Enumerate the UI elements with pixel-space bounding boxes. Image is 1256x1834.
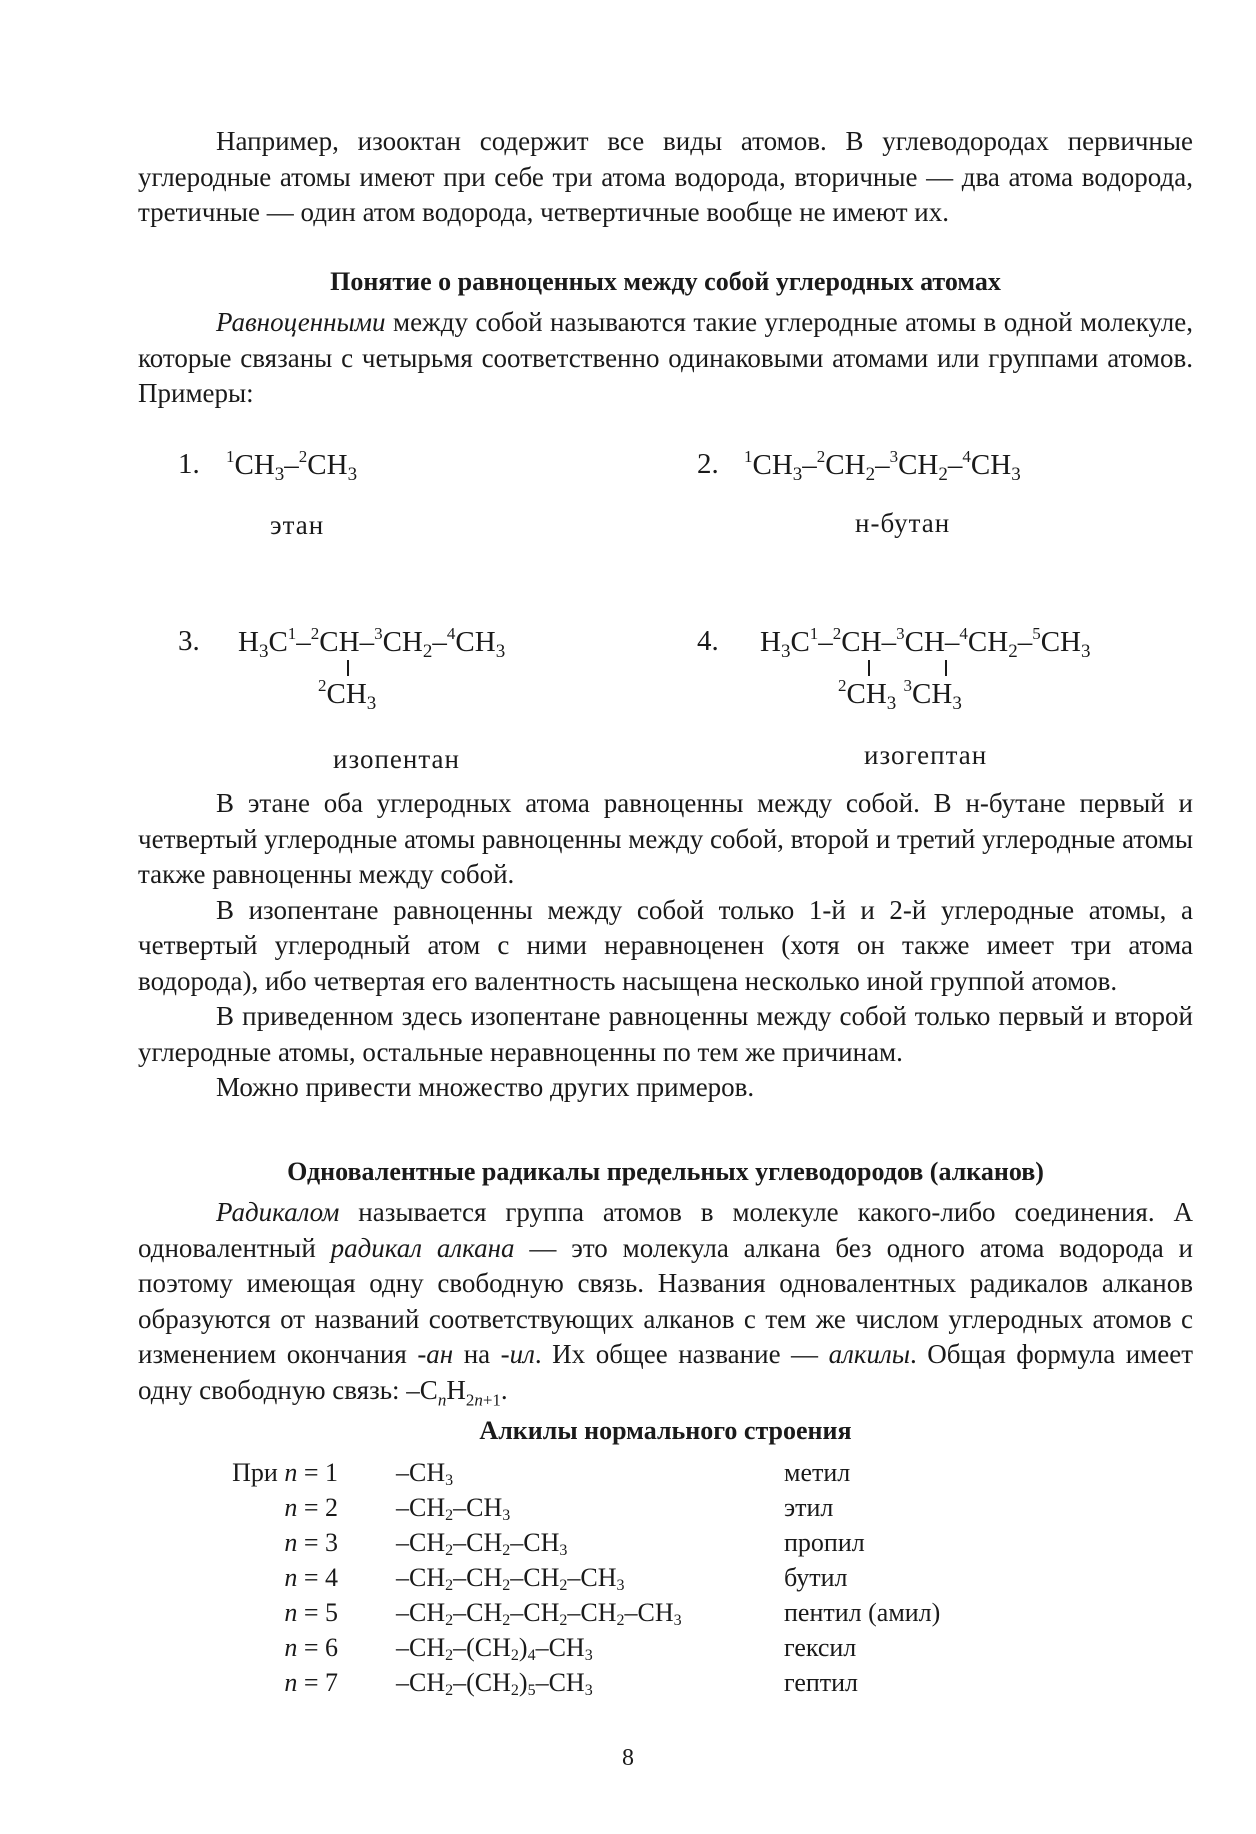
table-row: n = 7 $-CH_2-(CH_2)_5-CH_3$ гептил — [284, 1668, 859, 1699]
explanation-paragraph: В этане оба углеродных атома равноценны между собой. В н-бутане первый и четвертый углеродные атомы равноценны между собой, второй и третий углеродные атомы также равноценны между собой. — [138, 788, 1194, 889]
explanation-paragraph: В изопентане равноценны между собой только 1-й и 2-й углеродные атомы, а четвертый углеродный атом с ними неравноценен (хотя он также имеет три атома водорода), ибо четвертая его валентность насыщена несколько иной группой атомов. — [138, 894, 1193, 996]
example-4-number: 4. — [697, 625, 719, 657]
radicals-paragraph: Радикалом называется группа атомов в молекуле какого-либо соединения. А одновалентный радикал алкана — это молекула алкана без одного атома водорода и поэтому имеющая одну свободную связь. Названия одновалентных радикалов алканов образуются от названий соответствующих алканов с тем же числом углеродных атомов с изменением окончания -ан на -ил. Их общее название — алкилы. Общая формула имеет одну свободную связь: $-C_nH_{2n+1}$. — [138, 1197, 1193, 1409]
n-butane-formula: $^1CH_3-^2CH_2-^3CH_2-^4CH_3$ — [744, 447, 1021, 485]
table-row: n = 6 $-CH_2-(CH_2)_4-CH_3$ гексил — [284, 1633, 857, 1664]
example-1-name: этан — [270, 510, 325, 540]
table-row: При n = 1 $-CH_3$ метил — [232, 1458, 851, 1489]
alkyls-heading: Алкилы нормального строения — [479, 1416, 852, 1445]
explanation-paragraph: В приведенном здесь изопентане равноценны между собой только первый и второй углеродные атомы, остальные неравноценны по тем же причинам. — [138, 1001, 1193, 1067]
term-equivalent: Равноценными — [216, 307, 386, 337]
intro-paragraph: Например, изооктан содержит все виды атомов. В углеводородах первичные углеродные атомы имеют при себе три атома водорода, вторичные — два атома водорода, третичные — один атом водорода, четвертичные вообще не имеют их. — [138, 126, 1193, 227]
isoheptane-formula: $H_3C^1-^2CH-^3CH-^4CH_2-^5CH_3$ — [760, 624, 1091, 662]
isoheptane-branches: $^2CH_3$ $^3CH_3$ — [838, 676, 962, 714]
example-4-name: изогептан — [864, 740, 988, 770]
isopentane-formula: $H_3C^1-^2CH-^3CH_2-^4CH_3$ — [238, 624, 506, 662]
isopentane-branch-bond — [347, 660, 349, 676]
table-row: n = 2 $-CH_2-CH_3$ этил — [284, 1493, 834, 1524]
definition-paragraph: Равноценными между собой называются такие углеродные атомы в одной молекуле, которые связаны с четырьмя соответственно одинаковыми атомами или группами атомов. Примеры: — [138, 307, 1193, 408]
alkyls-table — [210, 1455, 940, 1700]
example-2-name: н-бутан — [855, 508, 951, 538]
ethane-formula: $^1CH_3-^2CH_3$ — [226, 447, 358, 485]
explanation-text — [138, 786, 1193, 1106]
table-row: n = 5 $-CH_2-CH_2-CH_2-CH_2-CH_3$ пентил (амил) — [284, 1598, 941, 1629]
section-heading-radicals: Одновалентные радикалы предельных углеводородов (алканов) — [287, 1157, 1044, 1186]
table-row: n = 4 $-CH_2-CH_2-CH_2-CH_3$ бутил — [284, 1563, 848, 1594]
radicals-text — [138, 1195, 1193, 1417]
table-row: n = 3 $-CH_2-CH_2-CH_3$ пропил — [284, 1528, 865, 1559]
isopentane-branch: $^2CH_3$ — [318, 676, 377, 714]
explanation-paragraph: Можно привести множество других примеров. — [216, 1072, 755, 1102]
isoheptane-branch-bond-2 — [945, 660, 947, 676]
example-1-number: 1. — [178, 448, 200, 480]
example-2-number: 2. — [697, 448, 719, 480]
section-heading-equivalent-atoms: Понятие о равноценных между собой углеродных атомах — [330, 267, 1001, 296]
isoheptane-branch-bond-1 — [868, 660, 870, 676]
example-3-name: изопентан — [333, 744, 460, 774]
definition-text — [138, 305, 1193, 412]
intro-text — [138, 124, 1193, 231]
page-number: 8 — [622, 1745, 634, 1771]
example-3-number: 3. — [178, 625, 200, 657]
